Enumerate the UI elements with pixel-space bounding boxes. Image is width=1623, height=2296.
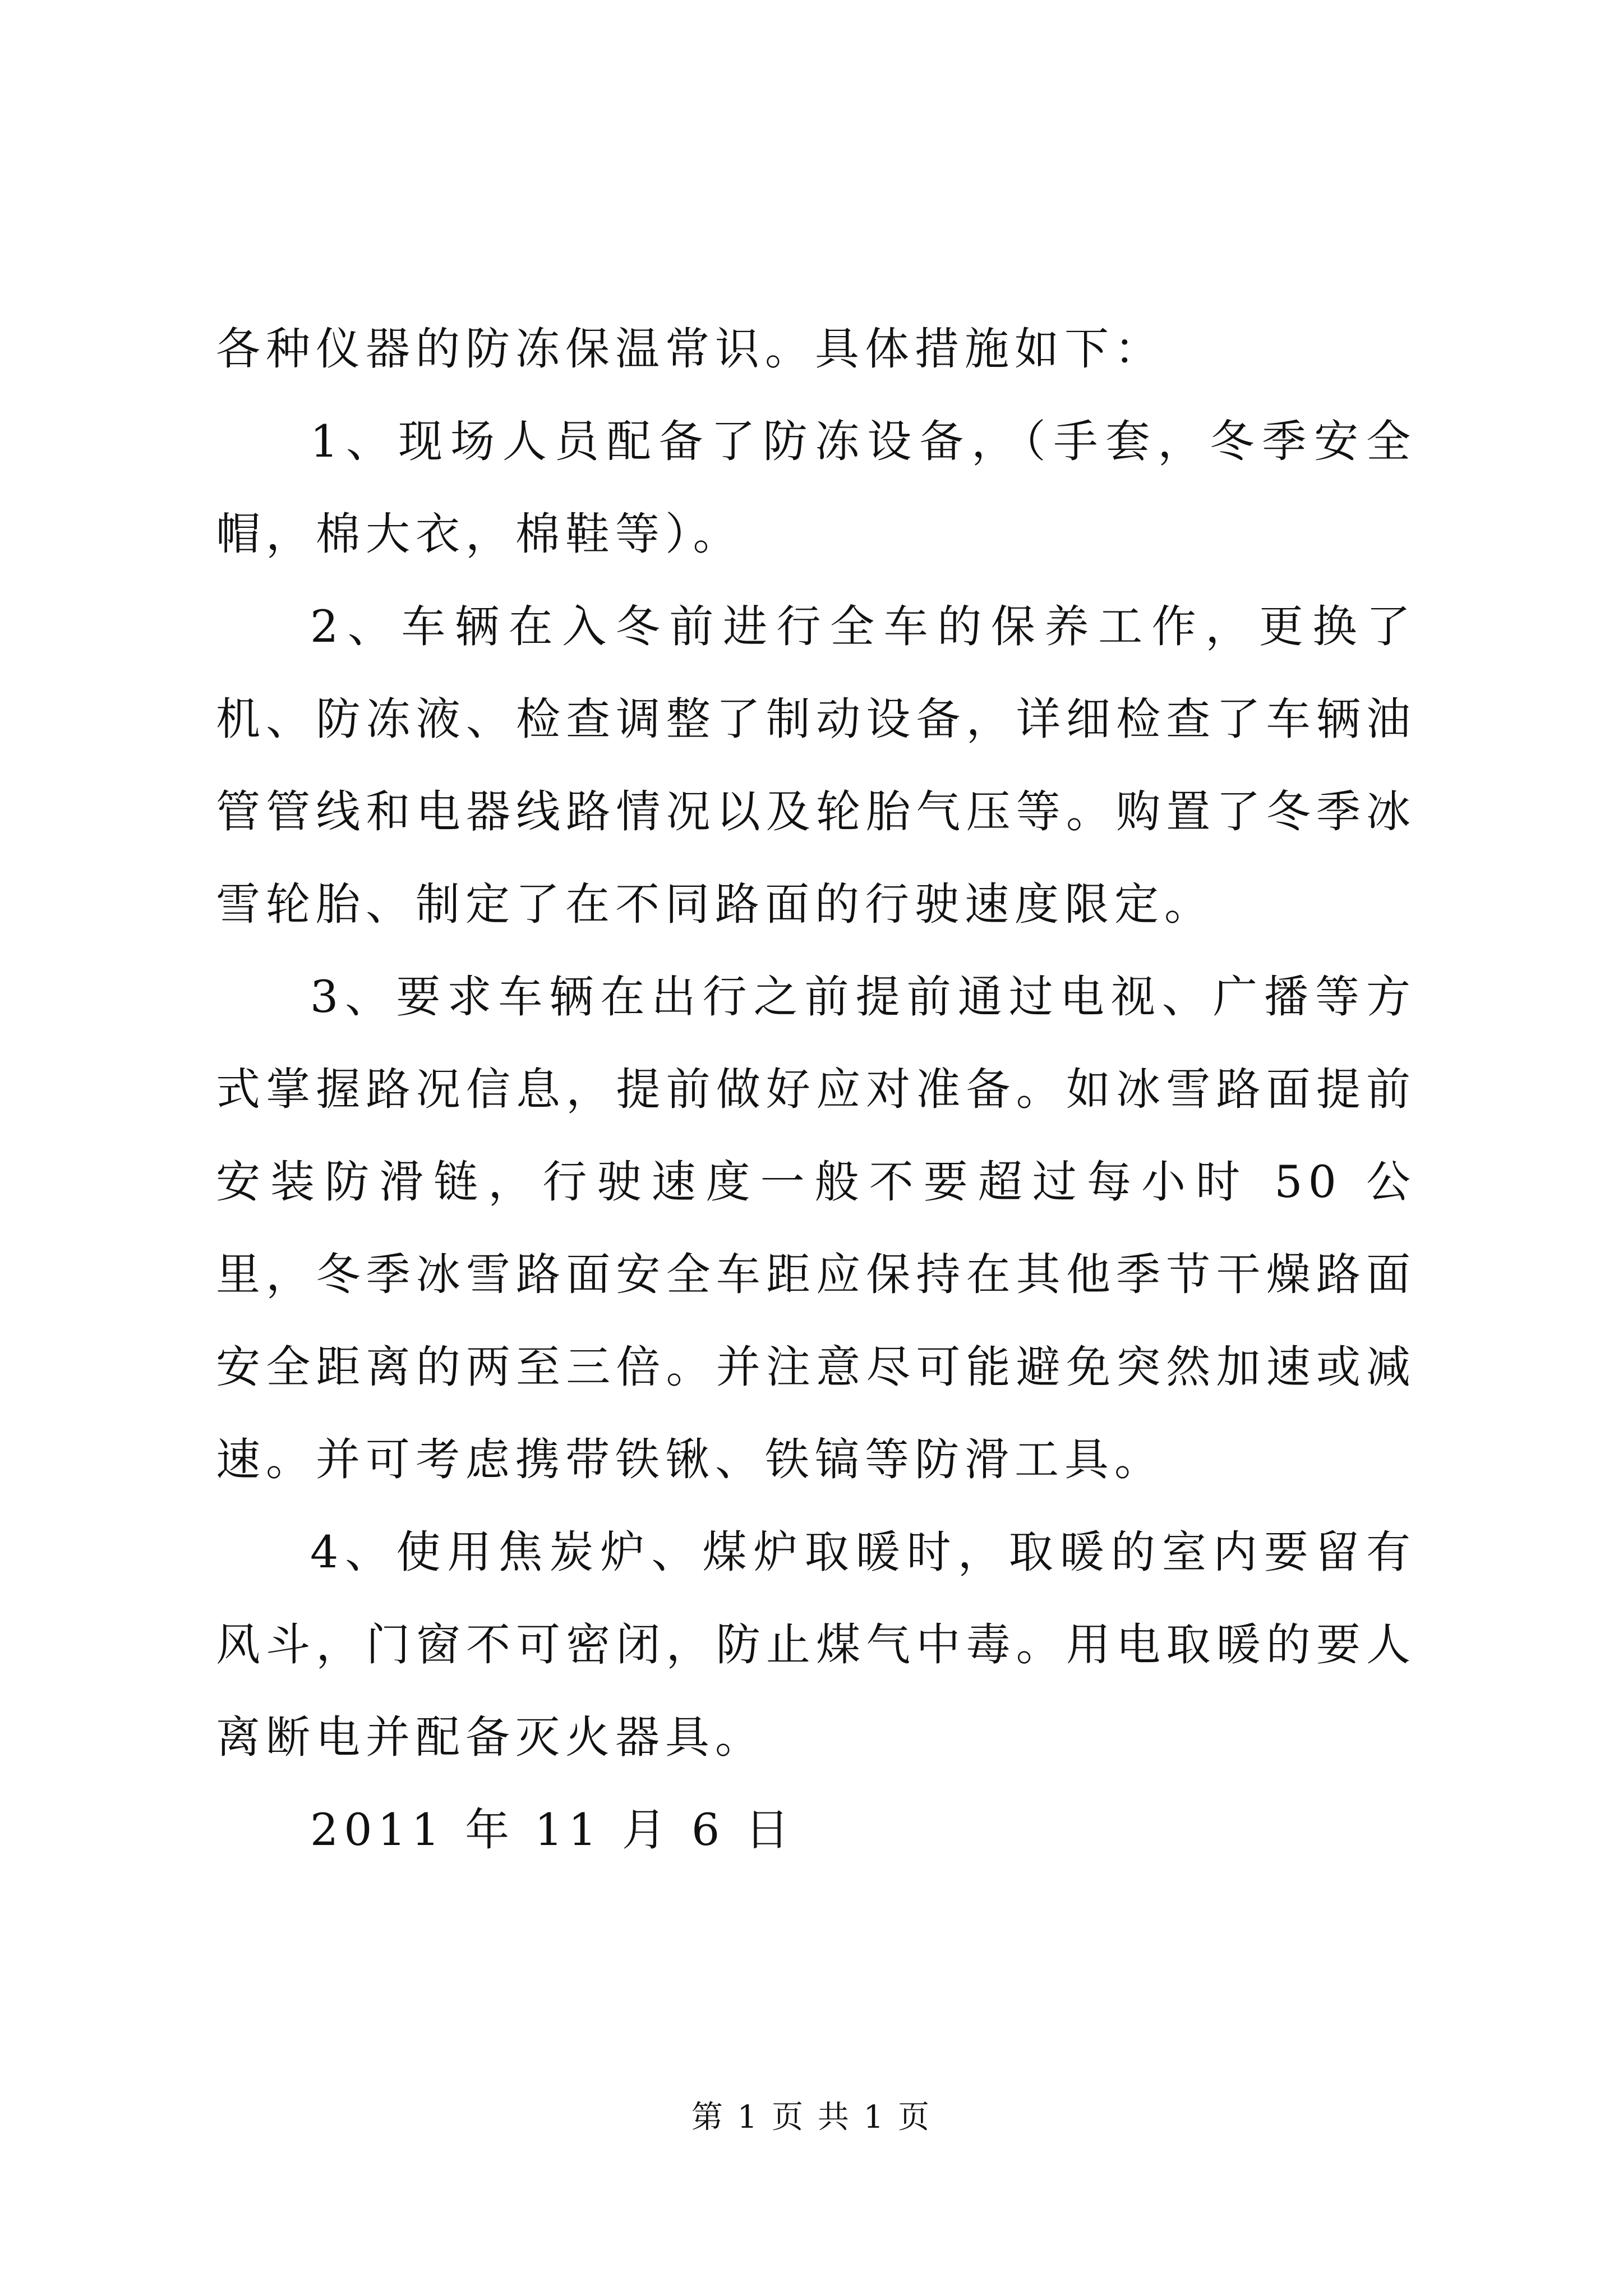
paragraph-measure-1: 1、现场人员配备了防冻设备，（手套，冬季安全帽，棉大衣，棉鞋等）。 xyxy=(216,416,1416,560)
paragraph-measure-4: 4、使用焦炭炉、煤炉取暖时，取暖的室内要留有风斗，门窗不可密闭，防止煤气中毒。用电取暖的要人离断电并配备灭火器具。 xyxy=(216,1526,1416,1763)
page-footer: 第 1 页 共 1 页 xyxy=(691,2099,932,2136)
paragraph-measure-2: 2、车辆在入冬前进行全车的保养工作，更换了机、防冻液、检查调整了制动设备，详细检查了车辆油管管线和电器线路情况以及轮胎气压等。购置了冬季冰雪轮胎、制定了在不同路面的行驶速度限定。 xyxy=(216,601,1416,930)
paragraph-measure-3: 3、要求车辆在出行之前提前通过电视、广播等方式掌握路况信息，提前做好应对准备。如冰雪路面提前安装防滑链，行驶速度一般不要超过每小时 50 公里，冬季冰雪路面安全车距应保持在其他季节干燥路面安全距离的两至三倍。并注意尽可能避免突然加速或减速。并可考虑携带铁锹、铁镐等防滑工具。 xyxy=(216,971,1416,1485)
document-body xyxy=(216,303,1416,1876)
document-date: 2011 年 11 月 6 日 xyxy=(310,1804,795,1856)
paragraph-intro: 各种仪器的防冻保温常识。具体措施如下： xyxy=(216,323,1164,375)
